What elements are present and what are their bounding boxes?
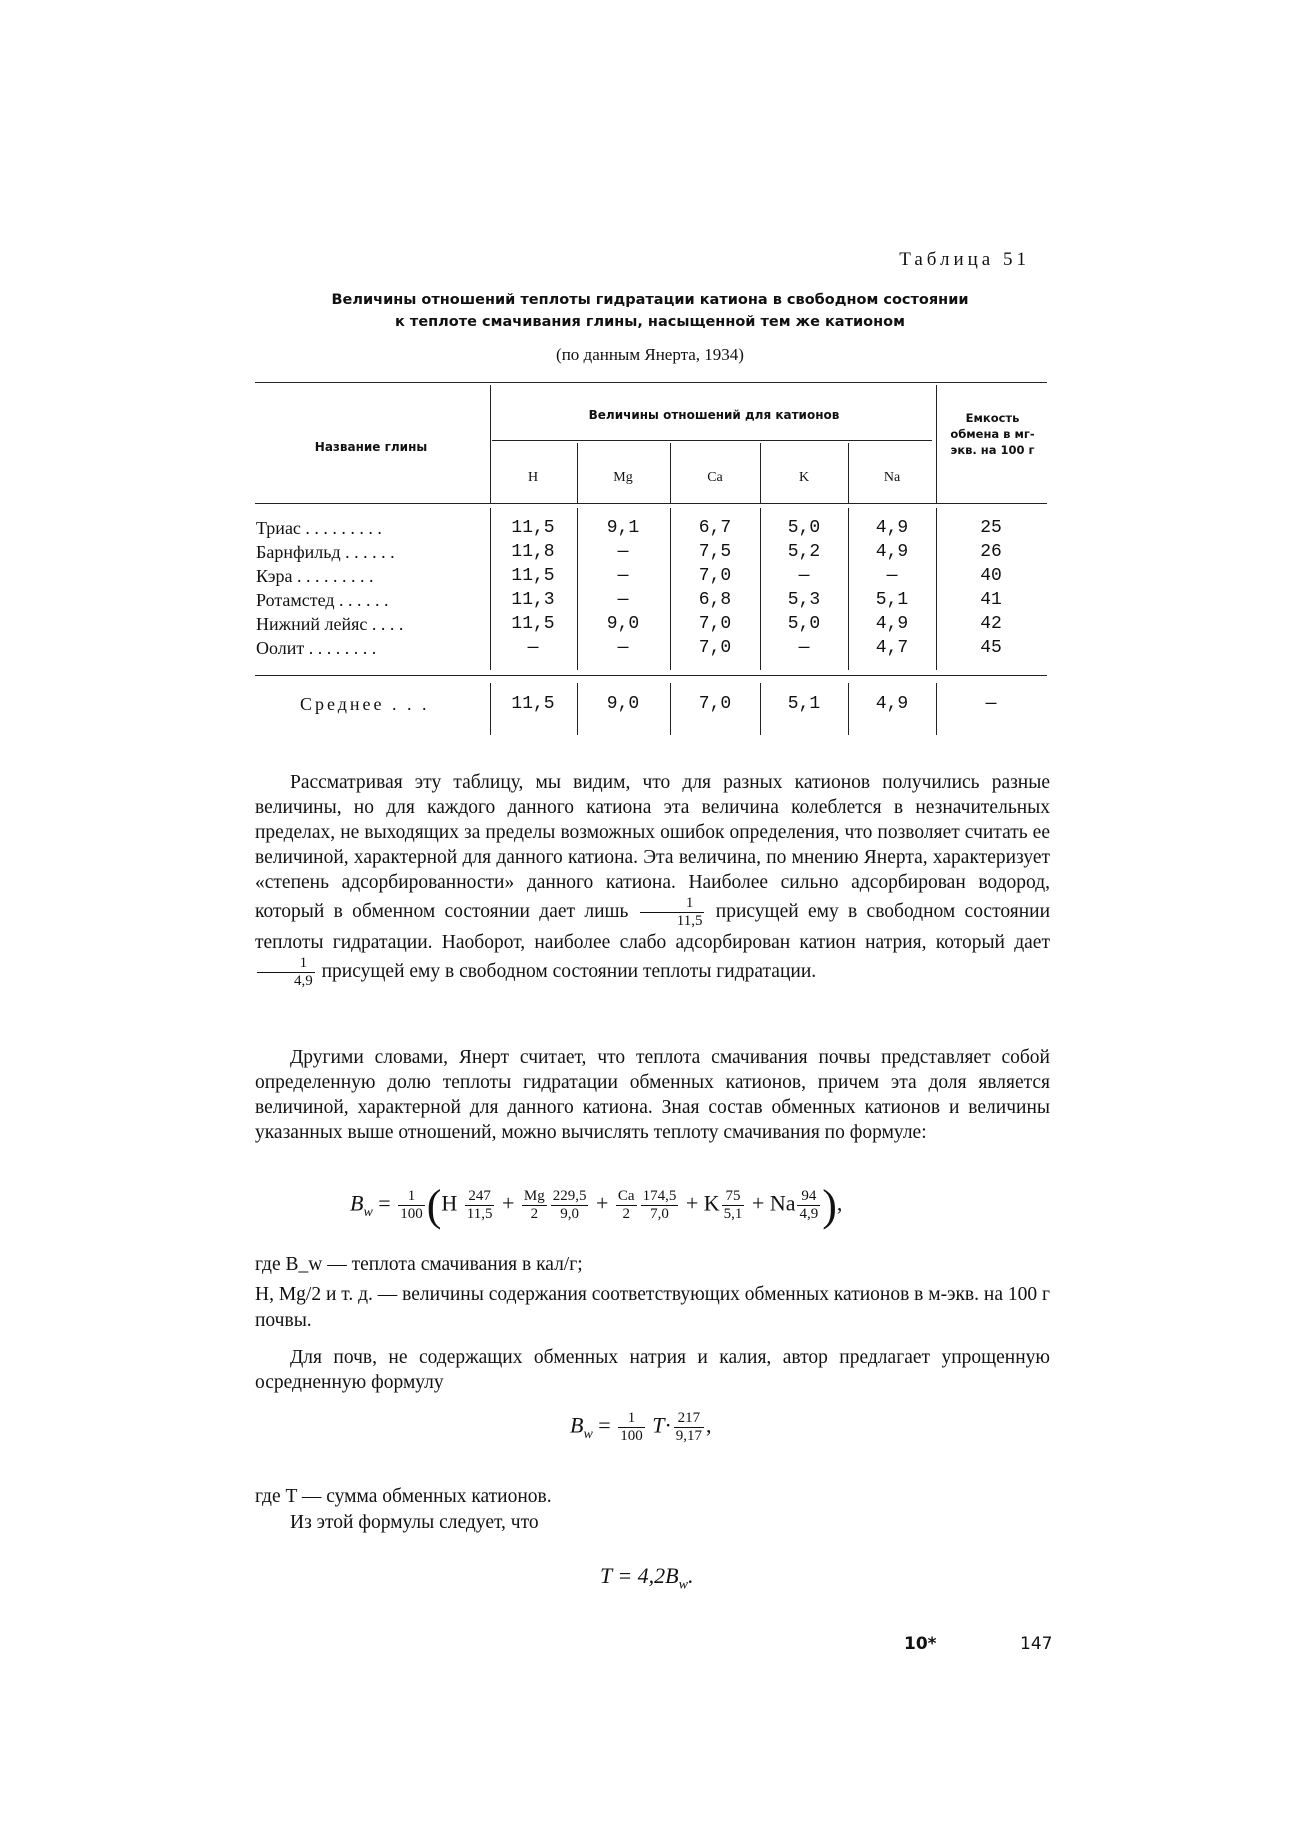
fraction-denominator: 11,5	[466, 1206, 493, 1222]
average-cell: 7,0	[698, 694, 732, 714]
table-cell: —	[617, 590, 629, 610]
table-divider	[936, 683, 937, 735]
table-title-line1: Величины отношений теплоты гидратации катиона в свободном состоянии	[331, 292, 969, 308]
fraction-denominator: 5,1	[723, 1206, 743, 1222]
table-cell: 9,0	[606, 614, 640, 634]
table-cell-capacity: 40	[980, 566, 1002, 586]
fraction-denominator: 7,0	[650, 1206, 669, 1222]
table-cell: 6,8	[698, 590, 732, 610]
formula-symbol: T	[652, 1412, 665, 1438]
fraction-numerator: Ca	[617, 1188, 635, 1204]
table-cell: 7,0	[698, 614, 732, 634]
header-ratio-group: Величины отношений для катионов	[588, 408, 840, 422]
fraction-numerator: 247	[465, 1188, 495, 1206]
table-divider	[577, 443, 578, 503]
average-capacity: —	[985, 694, 997, 714]
formula-symbol: B	[570, 1412, 584, 1438]
table-cell: 5,2	[787, 542, 821, 562]
header-cation-na: Na	[883, 470, 901, 485]
table-cell: 7,0	[698, 638, 732, 658]
fraction-numerator: 1	[640, 895, 705, 913]
table-cell: —	[617, 638, 629, 658]
fraction-numerator: 229,5	[552, 1188, 587, 1204]
table-cell-capacity: 26	[980, 542, 1002, 562]
fraction-numerator: Mg	[523, 1188, 545, 1204]
table-title-line2: к теплоте смачивания глины, насыщенной тем же катионом	[395, 314, 905, 330]
header-cation-ca: Ca	[707, 470, 723, 485]
table-divider	[848, 508, 849, 670]
table-cell: 7,0	[698, 566, 732, 586]
table-cell-capacity: 42	[980, 614, 1002, 634]
table-divider	[577, 508, 578, 670]
row-clay-name: Кэра . . . . . . . . .	[256, 566, 374, 586]
table-cell: —	[798, 638, 810, 658]
table-cell: 11,3	[511, 590, 555, 610]
table-cell: 11,5	[511, 518, 555, 538]
table-divider	[490, 385, 491, 503]
paragraph-1	[255, 770, 1050, 990]
signature-mark: 10*	[904, 1634, 937, 1654]
table-cell: 11,5	[511, 566, 555, 586]
table-cell: 4,9	[875, 614, 909, 634]
header-cation-h: H	[527, 470, 539, 485]
average-label: Среднее . . .	[300, 694, 430, 714]
table-divider	[577, 683, 578, 735]
table-divider	[670, 443, 671, 503]
where-line-1: где B_w — теплота смачивания в кал/г;	[255, 1254, 583, 1275]
table-divider	[936, 508, 937, 670]
table-divider	[670, 508, 671, 670]
fraction-numerator: 75	[722, 1188, 745, 1206]
fraction-denominator: 9,0	[560, 1206, 579, 1222]
average-cell: 4,9	[875, 694, 909, 714]
paragraph-1-text-c: присущей ему в свободном состоянии теплоты гидратации.	[321, 960, 817, 982]
table-divider	[490, 508, 491, 670]
formula-simplified: $B_w$ = $\frac{1}{100}$ T· $\frac{217}{9,17}$ ,	[570, 1410, 712, 1444]
where-line-3: где T — сумма обменных катионов.	[255, 1486, 552, 1507]
table-cell: 11,5	[511, 614, 555, 634]
fraction-denominator: 11,5	[676, 913, 703, 929]
fraction-denominator: 100	[400, 1206, 423, 1222]
table-cell: 4,7	[875, 638, 909, 658]
fraction-1-4.9	[257, 955, 315, 990]
fraction-numerator: 1	[618, 1410, 645, 1428]
fraction-denominator: 4,9	[294, 973, 313, 989]
fraction-denominator: 100	[620, 1428, 643, 1444]
table-cell: —	[617, 542, 629, 562]
table-header-rule	[255, 503, 1047, 504]
formula-subscript: w	[583, 1426, 593, 1442]
row-clay-name: Барнфильд . . . . . .	[256, 542, 395, 562]
table-cell: 6,7	[698, 518, 732, 538]
fraction-denominator: 4,9	[799, 1206, 819, 1222]
page-number: 147	[1020, 1634, 1053, 1654]
table-divider	[848, 683, 849, 735]
fraction-denominator: 9,17	[675, 1428, 703, 1444]
formula-sum-cations: $T = 4,2B_w$.	[600, 1563, 694, 1593]
table-cell: —	[886, 566, 898, 586]
header-cation-mg: Mg	[613, 470, 633, 485]
formula-heat-of-wetting: $B_w$ = $\frac{1}{100}$ (H $\frac{247}{11,5}$ + $\frac{Mg}{2}$ $\frac{229,5}{9,0}$ + $\frac{Ca}{2}$ $\frac{174,5}{7,0}$ + K $\frac{75}{5,1}$ + Na $\frac{94}{4,9}$ ),	[350, 1181, 843, 1230]
table-cell: 4,9	[875, 542, 909, 562]
table-cell: 5,1	[875, 590, 909, 610]
table-cell: 5,0	[787, 518, 821, 538]
table-subtitle: (по данным Янерта, 1934)	[556, 345, 744, 364]
table-divider	[936, 385, 937, 503]
table-divider	[760, 508, 761, 670]
fraction-numerator: 94	[797, 1188, 820, 1206]
table-cell: 5,3	[787, 590, 821, 610]
average-cell: 11,5	[511, 694, 555, 714]
paragraph-1-text-a: Рассматривая эту таблицу, мы видим, что для разных катионов получились разные величины, но для каждого данного катиона эта величина колеблется в незначительных пределах, не выходящих за пределы возможных ошибок определения, что позволяет считать ее величиной, характерной для данного катиона. Эта величина, по мнению Янерта, характеризует «степень адсорбированности» данного катиона. Наиболее сильно адсорбирован водород, который в обменном состоянии дает лишь	[255, 772, 1050, 922]
formula-symbol: Na	[769, 1190, 796, 1216]
header-clay-name: Название глины	[314, 440, 428, 454]
table-cell: 4,9	[875, 518, 909, 538]
row-clay-name: Ротамстед . . . . . .	[256, 590, 389, 610]
formula-text: T = 4,2B	[600, 1563, 679, 1588]
table-divider	[760, 683, 761, 735]
table-body-rule	[255, 675, 1047, 676]
formula-symbol: B	[350, 1190, 364, 1216]
paragraph-1-text-b: присущей ему в свободном состоянии теплоты гидратации. Наоборот, наиболее слабо адсорбирован катион натрия, который дает	[255, 900, 1050, 953]
table-divider	[848, 443, 849, 503]
table-top-rule	[255, 382, 1047, 383]
table-divider	[670, 683, 671, 735]
formula-symbol: H	[441, 1190, 458, 1216]
average-cell: 9,0	[606, 694, 640, 714]
table-cell-capacity: 45	[980, 638, 1002, 658]
table-cell: 11,8	[511, 542, 555, 562]
header-exchange-capacity: Емкость обмена в мг-экв. на 100 г	[950, 411, 1035, 457]
table-cell: —	[527, 638, 539, 658]
formula-subscript: w	[678, 1577, 688, 1593]
fraction-numerator: 1	[257, 955, 315, 973]
average-cell: 5,1	[787, 694, 821, 714]
where-line-2: H, Mg/2 и т. д. — величины содержания соответствующих обменных катионов в м-экв. на 100 г почвы.	[255, 1284, 1050, 1331]
table-cell-capacity: 41	[980, 590, 1002, 610]
table-cell: 9,1	[606, 518, 640, 538]
table-cell-capacity: 25	[980, 518, 1002, 538]
table-divider	[760, 443, 761, 503]
table-cell: 5,0	[787, 614, 821, 634]
fraction-denominator: 2	[530, 1206, 539, 1222]
paragraph-4: Из этой формулы следует, что	[290, 1512, 539, 1533]
paragraph-2: Другими словами, Янерт считает, что теплота смачивания почвы представляет собой определенную долю теплоты гидратации обменных катионов, причем эта доля является величиной, характерной для данного катиона. Зная состав обменных катионов и величины указанных выше отношений, можно вычислять теплоту смачивания по формуле:	[255, 1047, 1050, 1143]
formula-subscript: w	[363, 1204, 373, 1220]
fraction-numerator: 174,5	[642, 1188, 677, 1204]
table-cell: 7,5	[698, 542, 732, 562]
table-label: Таблица 51	[899, 249, 1030, 270]
fraction-denominator: 2	[622, 1206, 630, 1222]
fraction-1-11.5	[640, 895, 705, 930]
fraction-numerator: 1	[398, 1188, 425, 1206]
row-clay-name: Оолит . . . . . . . .	[256, 638, 377, 658]
header-cation-k: K	[798, 470, 810, 485]
paragraph-3: Для почв, не содержащих обменных натрия и калия, автор предлагает упрощенную осредненную формулу	[255, 1347, 1050, 1393]
table-cell: —	[798, 566, 810, 586]
fraction-numerator: 217	[674, 1410, 704, 1428]
formula-symbol: K	[703, 1190, 720, 1216]
row-clay-name: Триас . . . . . . . . .	[256, 518, 382, 538]
row-clay-name: Нижний лейяс . . . .	[256, 614, 404, 634]
table-group-rule	[492, 440, 932, 441]
table-cell: —	[617, 566, 629, 586]
